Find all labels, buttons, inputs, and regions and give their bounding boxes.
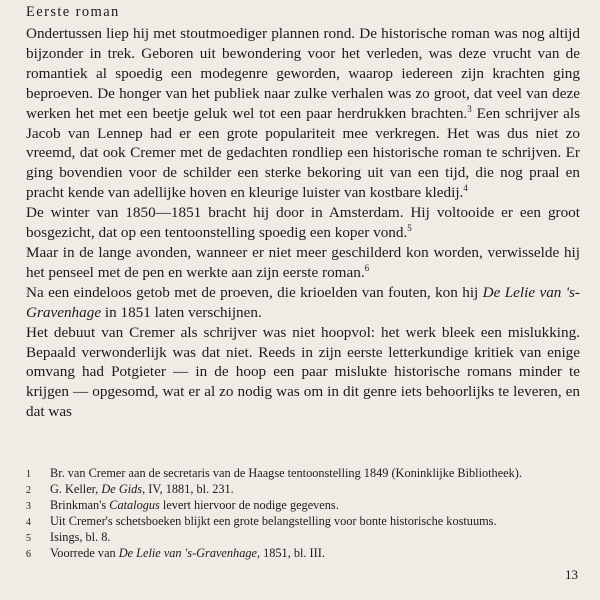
footnote-text — [50, 466, 580, 482]
text-run: Maar in de lange avonden, wanneer er niet meer geschilderd kon worden, verwisselde hij het penseel met de pen en werkte aan zijn eerste roman. — [26, 243, 580, 281]
italic-title: Catalogus — [109, 498, 160, 512]
text-run: G. Keller, — [50, 482, 102, 496]
footnote-text — [50, 546, 580, 562]
footnote-number: 4 — [26, 517, 31, 528]
chapter-heading: Eerste roman — [26, 4, 120, 20]
text-run: Brinkman's — [50, 498, 110, 512]
footnote — [26, 498, 580, 514]
footnote-number: 3 — [26, 501, 31, 512]
paragraph — [26, 243, 580, 283]
text-run: Voorrede van — [50, 546, 119, 560]
paragraph — [26, 24, 580, 203]
footnote-reference: 6 — [364, 262, 370, 273]
footnote-number: 6 — [26, 549, 31, 560]
footnote-number: 1 — [26, 469, 31, 480]
text-run: Een schrijver als Jacob van Lennep had er een grote populariteit mee verkregen. Het was dus niet zo vreemd, dat ook Cremer met de gedachten rondliep een historische roman te schrijven. Er ging bovendien voor de schilder een sterke bekoring uit van een tijd, die nog praal en pracht kende van adellijke hoven en kleurige luister van kostbare kledij. — [26, 104, 580, 202]
footnote — [26, 546, 580, 562]
footnote-reference: 5 — [407, 223, 412, 233]
text-run: Uit Cremer's schetsboeken blijkt een grote belangstelling voor bonte historische kostuums. — [50, 514, 497, 528]
footnote-reference: 3 — [467, 103, 472, 114]
footnote-text — [50, 514, 580, 530]
text-run: Na een eindeloos getob met de proeven, die krioelden van fouten, kon hij — [26, 283, 483, 301]
footnote — [26, 514, 580, 530]
text-run: levert hiervoor de nodige gegevens. — [159, 498, 339, 512]
text-run: Ondertussen liep hij met stoutmoediger plannen rond. De historische roman was nog altijd bijzonder in trek. Geboren uit bewondering voor het verleden, was deze vrucht van de romantiek al spoedig een modegenre geworden, waarop iedereen zijn krachten ging beproeven. De honger van het publiek naar zulke verhalen was zo groot, dat veel van deze werken het met een beetje geluk wel tot een paar herdrukken brachten. — [26, 25, 580, 122]
text-run: in 1851 laten verschijnen. — [101, 303, 262, 321]
text-run: , IV, 1881, bl. 231. — [142, 482, 234, 496]
footnote-number: 2 — [26, 485, 31, 496]
footnote — [26, 530, 580, 546]
text-run: Het debuut van Cremer als schrijver was niet hoopvol: het werk bleek een mislukking. Bepaald verwonderlijk was dat niet. Reeds in zijn eerste letterkundige kritiek van enige omvang had Potgieter — in de hoop een paar mislukte historische romans minder te krijgen — opgesomd, wat er al zo nodig was om in dit genre iets behoorlijks te leveren, en dat was — [26, 323, 580, 421]
footnote-text — [50, 482, 580, 498]
text-run: , 1851, bl. III. — [256, 546, 325, 560]
paragraph — [26, 203, 580, 243]
text-run: Br. van Cremer aan de secretaris van de Haagse tentoonstelling 1849 (Koninklijke Bibliotheek). — [50, 466, 522, 480]
paragraph — [26, 323, 580, 423]
italic-title: De Lelie van 's-Gravenhage — [118, 546, 257, 560]
body-text — [26, 24, 580, 422]
footnote — [26, 482, 580, 498]
footnote-number: 5 — [26, 533, 31, 544]
footnote-reference: 4 — [463, 183, 468, 194]
italic-title: De Gids — [101, 482, 143, 496]
footnote — [26, 466, 580, 482]
page-number: 13 — [565, 567, 578, 582]
text-run: Isings, bl. 8. — [50, 530, 111, 544]
italic-title: De Lelie van 's-Gravenhage — [26, 283, 580, 321]
text-run: De winter van 1850—1851 bracht hij door in Amsterdam. Hij voltooide er een groot bosgezicht, dat op een tentoonstelling spoedig een koper vond. — [26, 204, 580, 242]
paragraph — [26, 283, 580, 323]
footnote-text — [50, 498, 580, 514]
footnotes — [26, 466, 580, 562]
footnote-text — [50, 530, 580, 546]
